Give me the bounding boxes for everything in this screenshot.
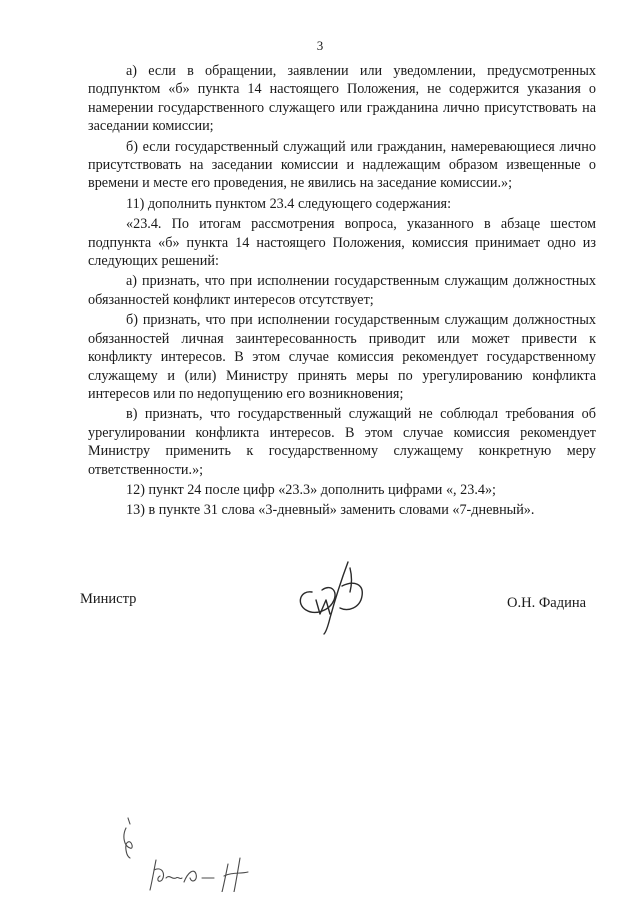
handwritten-signature: [290, 556, 380, 636]
paragraph-b: б) если государственный служащий или гражданин, намеревающиеся лично присутствовать на заседании комиссии и надлежащим образом извещенные о времени и месте его проведения, не явились на заседание комиссии.»;: [88, 138, 596, 192]
paragraph-11: 11) дополнить пунктом 23.4 следующего содержания:: [126, 195, 452, 212]
document-body: [88, 62, 596, 520]
decision-b: б) признать, что при исполнении государственным служащим должностных обязанностей личная заинтересованность приводит или может привести к конфликту интересов. В этом случае комиссия рекомендует государственному служащему и (или) Министру принять меры по урегулированию конфликта интересов или по недопущению его возникновения;: [88, 312, 596, 402]
paragraph-23-4: «23.4. По итогам рассмотрения вопроса, указанного в абзаце шестом подпункта «б» пункта 14 настоящего Положения, комиссия принимает одно из следующих решений:: [88, 216, 596, 270]
paragraph-a: а) если в обращении, заявлении или уведомлении, предусмотренных подпунктом «б» пункта 14 настоящего Положения, не содержится указания о намерении государственного служащего или гражданина лично присутствовать на заседании комиссии;: [88, 63, 596, 135]
signatory-name: О.Н. Фадина: [507, 595, 587, 611]
signatory-title: Министр: [80, 591, 137, 607]
page-number: 3: [316, 38, 324, 53]
paragraph-12: 12) пункт 24 после цифр «23.3» дополнить цифрами «, 23.4»;: [126, 481, 496, 498]
decision-v: в) признать, что государственный служащий не соблюдал требования об урегулировании конфликта интересов. В этом случае комиссия рекомендует Министру применить к государственному служащему конкретную меру ответственности.»;: [88, 406, 596, 478]
decision-a: а) признать, что при исполнении государственным служащим должностных обязанностей конфликт интересов отсутствует;: [88, 273, 596, 308]
paragraph-13: 13) в пункте 31 слова «3-дневный» заменить словами «7-дневный».: [126, 502, 535, 519]
handwritten-mark: [112, 812, 292, 892]
